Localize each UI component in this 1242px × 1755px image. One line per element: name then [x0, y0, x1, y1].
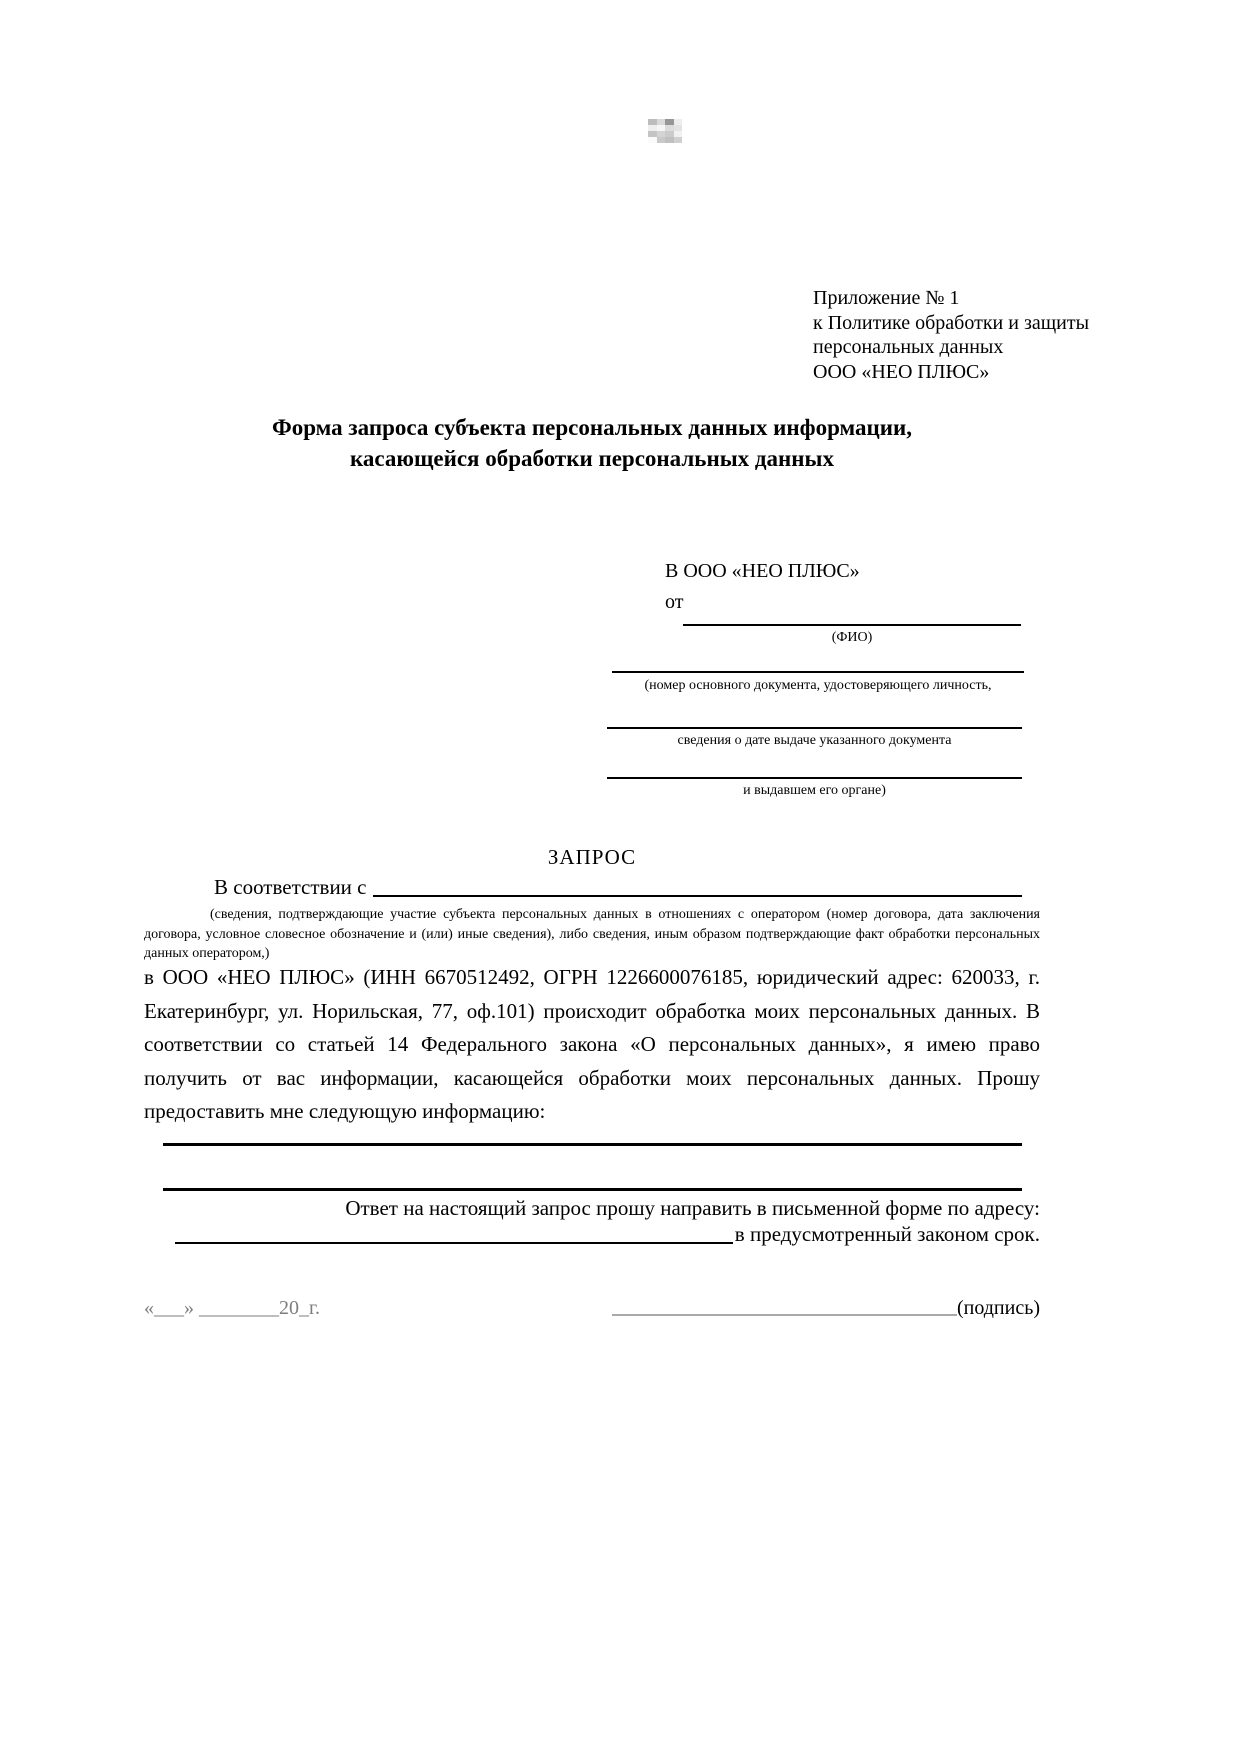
appendix-block [813, 286, 1089, 384]
appendix-line-2: к Политике обработки и защиты [813, 311, 1090, 334]
body-paragraph: в ООО «НЕО ПЛЮС» (ИНН 6670512492, ОГРН 1226600076185, юридический адрес: 620033, г. Екатеринбург, ул. Норильская, 77, оф.101) происходит обработка моих персональных данных. В соответствии со статьей 14 Федерального закона «О персональных данных», я имею право получить от вас информации, касающейся обработки моих персональных данных. Прошу предоставить мне следующую информацию: [144, 965, 1040, 1123]
intro-row [144, 875, 1022, 900]
intro-prefix: В соответствии с [214, 875, 367, 899]
info-blank-line-1 [163, 1143, 1022, 1146]
signature-row [612, 1297, 1040, 1320]
embedded-thumbnail-image [648, 119, 682, 143]
form-title-line-2: касающейся обработки персональных данных [349, 446, 835, 471]
reply-instruction: Ответ на настоящий запрос прошу направить в письменной форме по адресу: [345, 1196, 1040, 1220]
info-blank-line-2 [163, 1188, 1022, 1191]
request-heading: ЗАПРОС [547, 845, 637, 869]
reply-address-row [175, 1222, 1040, 1247]
document-number-blank-line [612, 671, 1024, 673]
intro-blank-line [373, 895, 1023, 897]
date-template: «___» ________20_г. [144, 1297, 320, 1319]
form-title [144, 412, 1040, 474]
signature-blank-line [612, 1314, 957, 1316]
issuing-authority-blank-line [607, 777, 1022, 779]
fio-caption: (ФИО) [831, 630, 873, 645]
document-number-caption: (номер основного документа, удостоверяющего личность, [644, 678, 992, 693]
appendix-line-4: ООО «НЕО ПЛЮС» [813, 360, 990, 383]
address-blank-line [175, 1242, 733, 1244]
form-title-line-1: Форма запроса субъекта персональных данных информации, [271, 415, 913, 440]
issue-date-caption: сведения о дате выдаче указанного документа [677, 733, 952, 748]
appendix-line-1: Приложение № 1 [813, 287, 960, 309]
addressee-to: В ООО «НЕО ПЛЮС» [665, 560, 860, 582]
explanatory-note: (сведения, подтверждающие участие субъекта персональных данных в отношениях с оператором (номер договора, дата заключения договора, условное словесное обозначение и (или) иные сведения), либо сведения, иным образом подтверждающие факт обработки персональных данных оператором,) [144, 907, 1040, 961]
issue-date-blank-line [607, 727, 1022, 729]
fio-blank-line [683, 624, 1021, 626]
addressee-from-label: от [665, 591, 684, 613]
signature-caption: (подпись) [956, 1297, 1040, 1319]
appendix-line-3: персональных данных [813, 336, 1004, 358]
reply-deadline-text: в предусмотренный законом срок. [734, 1222, 1040, 1246]
issuing-authority-caption: и выдавшем его органе) [743, 783, 886, 798]
